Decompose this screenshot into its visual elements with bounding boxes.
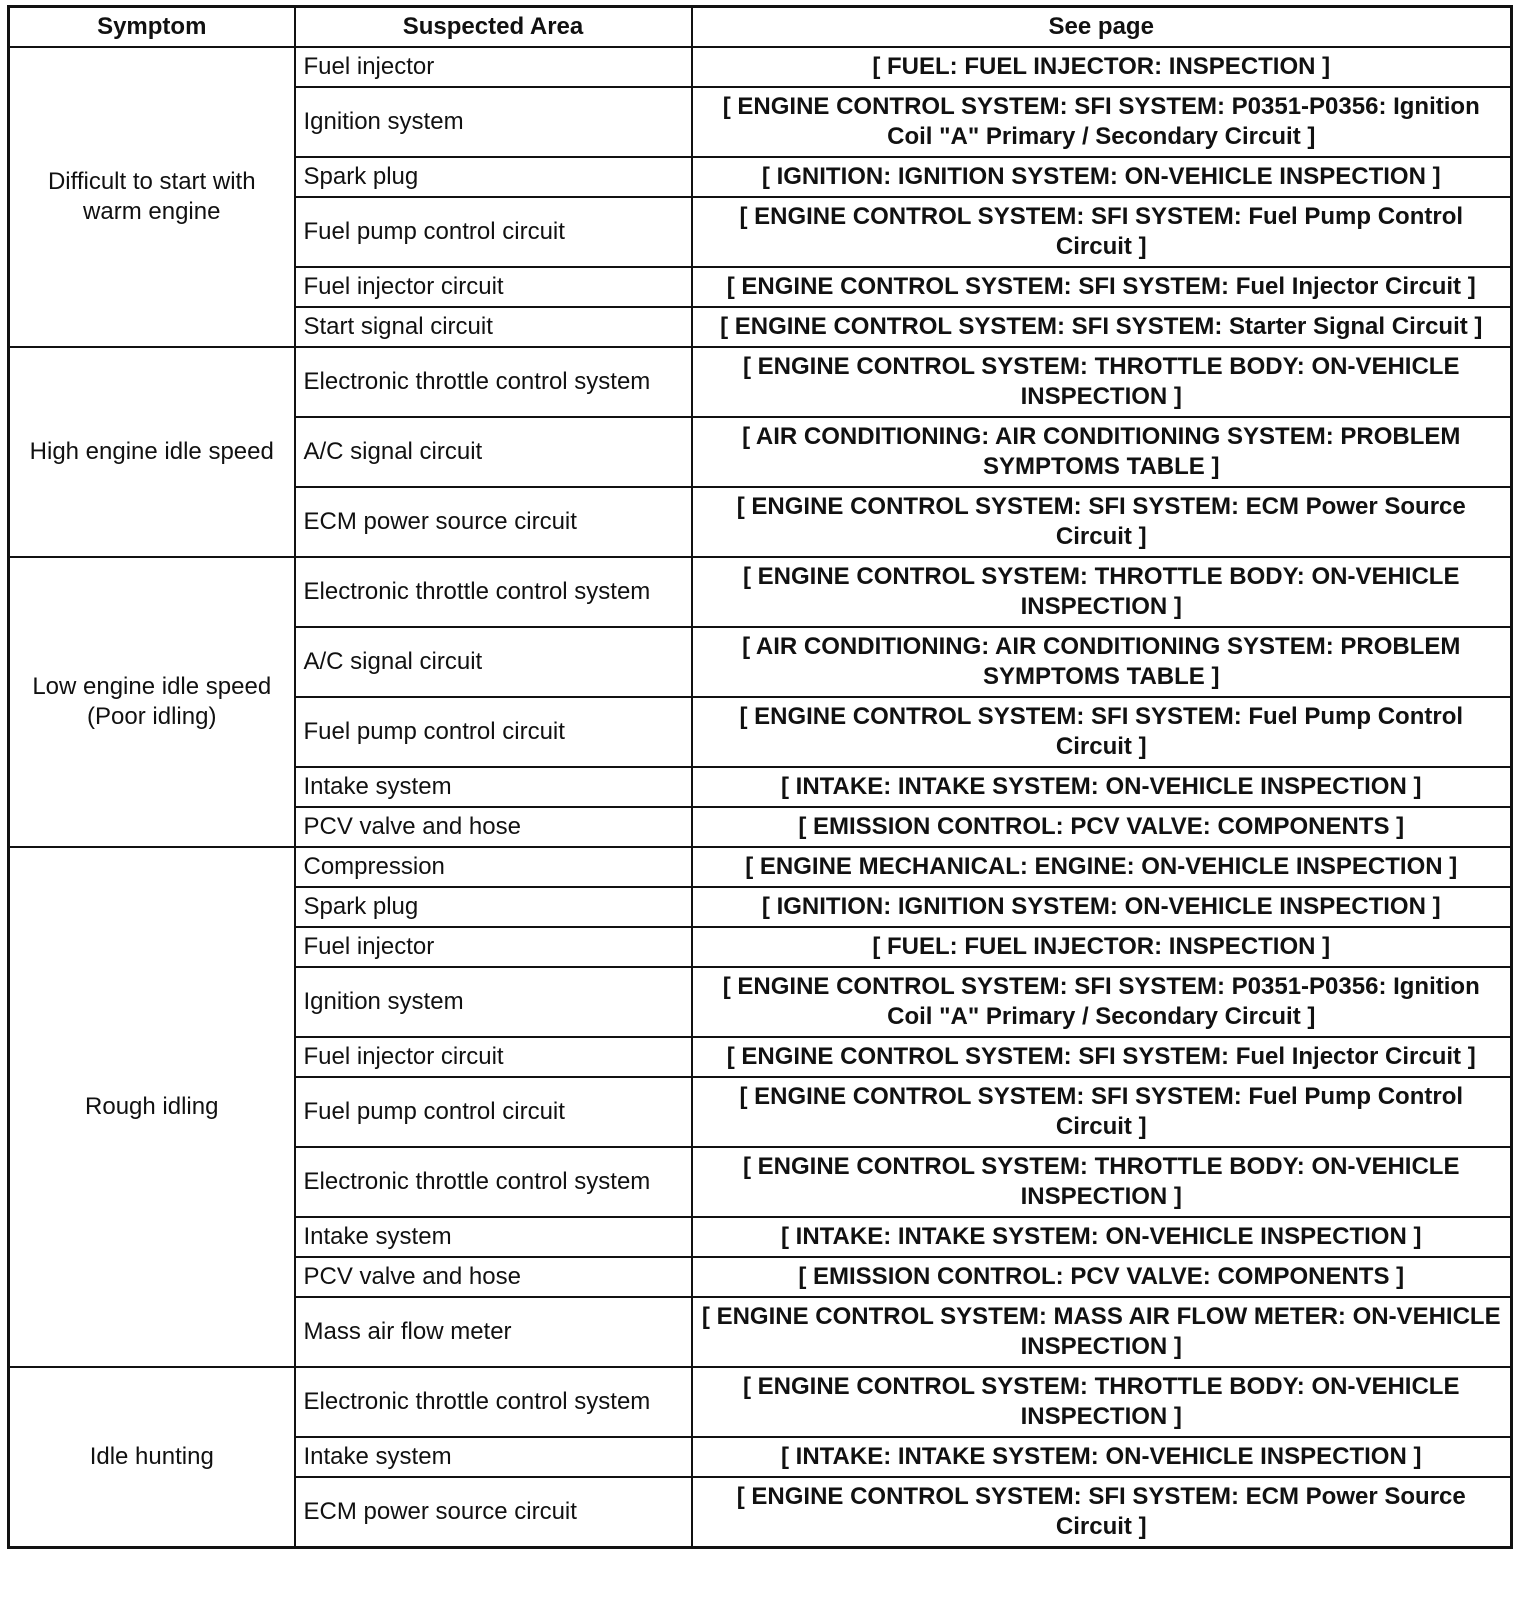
symptom-text: High engine idle speed xyxy=(29,438,274,465)
suspected-area-cell: Fuel injector xyxy=(295,927,692,967)
table-row xyxy=(9,847,1512,887)
see-page-cell: [ ENGINE CONTROL SYSTEM: SFI SYSTEM: Fuel Pump Control Circuit ] xyxy=(692,697,1512,767)
suspected-area-cell: Intake system xyxy=(295,1217,692,1257)
suspected-area-cell: Start signal circuit xyxy=(295,307,692,347)
suspected-area-cell: A/C signal circuit xyxy=(295,417,692,487)
symptom-cell xyxy=(9,1367,295,1548)
see-page-cell: [ ENGINE CONTROL SYSTEM: SFI SYSTEM: Starter Signal Circuit ] xyxy=(692,307,1512,347)
see-page-cell: [ ENGINE CONTROL SYSTEM: SFI SYSTEM: Fuel Pump Control Circuit ] xyxy=(692,1077,1512,1147)
see-page-cell: [ ENGINE MECHANICAL: ENGINE: ON-VEHICLE INSPECTION ] xyxy=(692,847,1512,887)
see-page-cell: [ FUEL: FUEL INJECTOR: INSPECTION ] xyxy=(692,47,1512,87)
suspected-area-cell: Spark plug xyxy=(295,887,692,927)
see-page-cell: [ AIR CONDITIONING: AIR CONDITIONING SYSTEM: PROBLEM SYMPTOMS TABLE ] xyxy=(692,627,1512,697)
symptom-cell xyxy=(9,347,295,557)
suspected-area-cell: Fuel pump control circuit xyxy=(295,697,692,767)
see-page-cell: [ ENGINE CONTROL SYSTEM: SFI SYSTEM: P0351-P0356: Ignition Coil "A" Primary / Secondary Circuit ] xyxy=(692,87,1512,157)
symptom-text: Idle hunting xyxy=(89,1443,214,1470)
suspected-area-cell: Fuel injector xyxy=(295,47,692,87)
see-page-cell: [ ENGINE CONTROL SYSTEM: THROTTLE BODY: ON-VEHICLE INSPECTION ] xyxy=(692,1367,1512,1437)
suspected-area-cell: Mass air flow meter xyxy=(295,1297,692,1367)
table-row xyxy=(9,47,1512,87)
suspected-area-cell: Electronic throttle control system xyxy=(295,557,692,627)
suspected-area-cell: ECM power source circuit xyxy=(295,1477,692,1548)
see-page-cell: [ ENGINE CONTROL SYSTEM: SFI SYSTEM: ECM Power Source Circuit ] xyxy=(692,487,1512,557)
suspected-area-cell: Electronic throttle control system xyxy=(295,1367,692,1437)
see-page-cell: [ ENGINE CONTROL SYSTEM: SFI SYSTEM: P0351-P0356: Ignition Coil "A" Primary / Secondary Circuit ] xyxy=(692,967,1512,1037)
symptom-text: Rough idling xyxy=(85,1093,219,1120)
see-page-cell: [ FUEL: FUEL INJECTOR: INSPECTION ] xyxy=(692,927,1512,967)
symptom-cell xyxy=(9,47,295,347)
see-page-cell: [ ENGINE CONTROL SYSTEM: THROTTLE BODY: ON-VEHICLE INSPECTION ] xyxy=(692,557,1512,627)
suspected-area-cell: Fuel pump control circuit xyxy=(295,1077,692,1147)
suspected-area-cell: PCV valve and hose xyxy=(295,807,692,847)
suspected-area-cell: Intake system xyxy=(295,767,692,807)
see-page-cell: [ INTAKE: INTAKE SYSTEM: ON-VEHICLE INSPECTION ] xyxy=(692,1217,1512,1257)
symptom-cell xyxy=(9,557,295,847)
suspected-area-cell: Ignition system xyxy=(295,87,692,157)
symptom-cell xyxy=(9,847,295,1367)
header-see-page: See page xyxy=(692,7,1512,48)
table-row xyxy=(9,1367,1512,1437)
see-page-cell: [ ENGINE CONTROL SYSTEM: SFI SYSTEM: ECM Power Source Circuit ] xyxy=(692,1477,1512,1548)
header-suspected-area: Suspected Area xyxy=(295,7,692,48)
see-page-cell: [ IGNITION: IGNITION SYSTEM: ON-VEHICLE INSPECTION ] xyxy=(692,157,1512,197)
symptom-table xyxy=(7,5,1513,1549)
suspected-area-cell: Fuel pump control circuit xyxy=(295,197,692,267)
symptom-text: warm engine xyxy=(83,198,221,225)
header-symptom: Symptom xyxy=(9,7,295,48)
symptom-text: Low engine idle speed xyxy=(32,673,272,700)
suspected-area-cell: ECM power source circuit xyxy=(295,487,692,557)
see-page-cell: [ ENGINE CONTROL SYSTEM: THROTTLE BODY: ON-VEHICLE INSPECTION ] xyxy=(692,347,1512,417)
suspected-area-cell: PCV valve and hose xyxy=(295,1257,692,1297)
suspected-area-cell: A/C signal circuit xyxy=(295,627,692,697)
see-page-cell: [ EMISSION CONTROL: PCV VALVE: COMPONENTS ] xyxy=(692,1257,1512,1297)
table-row xyxy=(9,557,1512,627)
suspected-area-cell: Fuel injector circuit xyxy=(295,267,692,307)
see-page-cell: [ IGNITION: IGNITION SYSTEM: ON-VEHICLE INSPECTION ] xyxy=(692,887,1512,927)
suspected-area-cell: Intake system xyxy=(295,1437,692,1477)
see-page-cell: [ INTAKE: INTAKE SYSTEM: ON-VEHICLE INSPECTION ] xyxy=(692,767,1512,807)
see-page-cell: [ EMISSION CONTROL: PCV VALVE: COMPONENTS ] xyxy=(692,807,1512,847)
header-row xyxy=(9,7,1512,48)
suspected-area-cell: Ignition system xyxy=(295,967,692,1037)
see-page-cell: [ AIR CONDITIONING: AIR CONDITIONING SYSTEM: PROBLEM SYMPTOMS TABLE ] xyxy=(692,417,1512,487)
suspected-area-cell: Electronic throttle control system xyxy=(295,347,692,417)
suspected-area-cell: Compression xyxy=(295,847,692,887)
suspected-area-cell: Spark plug xyxy=(295,157,692,197)
see-page-cell: [ ENGINE CONTROL SYSTEM: SFI SYSTEM: Fuel Injector Circuit ] xyxy=(692,1037,1512,1077)
see-page-cell: [ INTAKE: INTAKE SYSTEM: ON-VEHICLE INSPECTION ] xyxy=(692,1437,1512,1477)
table-row xyxy=(9,347,1512,417)
see-page-cell: [ ENGINE CONTROL SYSTEM: THROTTLE BODY: ON-VEHICLE INSPECTION ] xyxy=(692,1147,1512,1217)
suspected-area-cell: Fuel injector circuit xyxy=(295,1037,692,1077)
see-page-cell: [ ENGINE CONTROL SYSTEM: SFI SYSTEM: Fuel Pump Control Circuit ] xyxy=(692,197,1512,267)
symptom-text: Difficult to start with xyxy=(47,168,256,195)
see-page-cell: [ ENGINE CONTROL SYSTEM: MASS AIR FLOW METER: ON-VEHICLE INSPECTION ] xyxy=(692,1297,1512,1367)
see-page-cell: [ ENGINE CONTROL SYSTEM: SFI SYSTEM: Fuel Injector Circuit ] xyxy=(692,267,1512,307)
symptom-text: (Poor idling) xyxy=(87,703,217,730)
suspected-area-cell: Electronic throttle control system xyxy=(295,1147,692,1217)
